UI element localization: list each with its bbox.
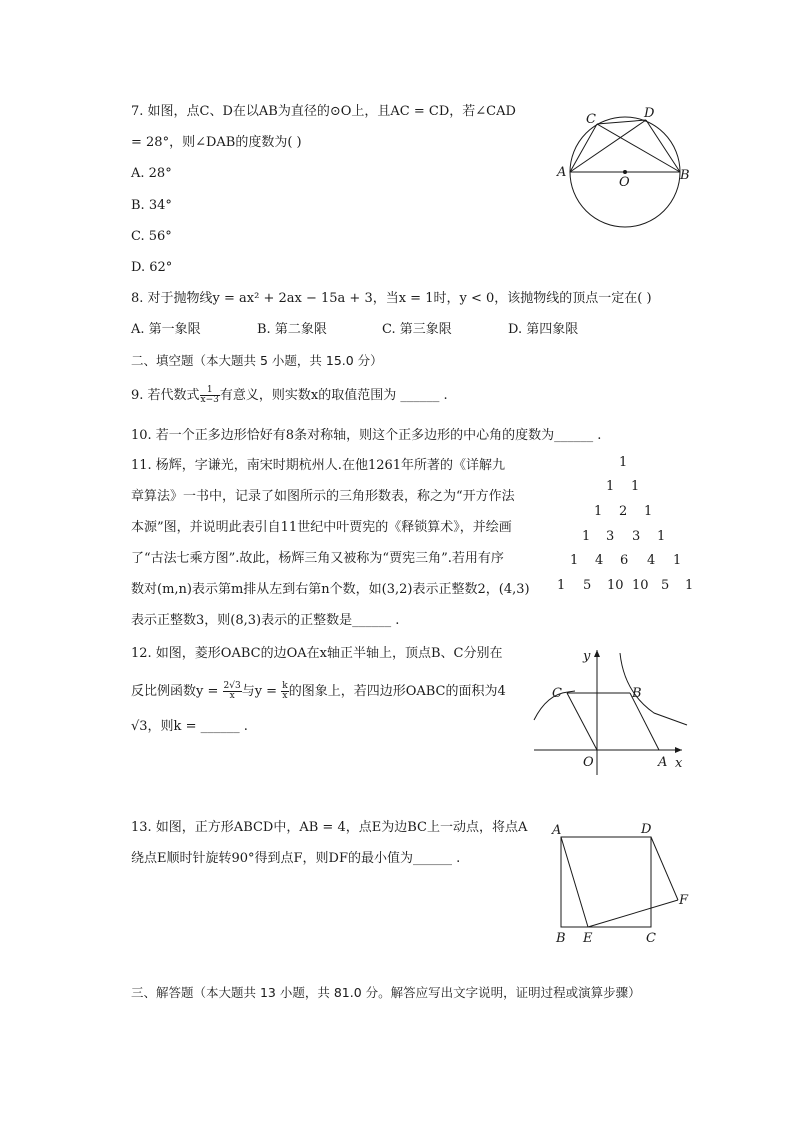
q7-option-c: C. 56° bbox=[131, 229, 172, 244]
q9-prefix: 9. 若代数式 bbox=[131, 388, 200, 403]
triangle-number: 3 bbox=[632, 529, 641, 544]
q7-label-d: D bbox=[644, 106, 655, 121]
triangle-number: 4 bbox=[595, 553, 604, 568]
q12-frac1-den: x bbox=[229, 691, 235, 701]
q12-line3: √3，则k = ______ . bbox=[131, 719, 248, 734]
q9-frac-den: x−3 bbox=[200, 395, 219, 405]
q12-label-c: C bbox=[552, 686, 562, 701]
q12-frac2-num: k bbox=[282, 681, 288, 691]
triangle-number: 1 bbox=[570, 553, 579, 568]
yanghui-triangle bbox=[555, 455, 705, 600]
q11-line2: 章算法》一书中，记录了如图所示的三角形数表，称之为“开方作法 bbox=[131, 489, 515, 504]
triangle-number: 4 bbox=[647, 553, 656, 568]
q9-suffix: 有意义，则实数x的取值范围为 ______ . bbox=[219, 388, 448, 403]
triangle-number: 1 bbox=[673, 553, 682, 568]
q7-label-b: B bbox=[680, 168, 690, 183]
q7-label-o: O bbox=[619, 175, 630, 190]
q7-line1: 7. 如图，点C、D在以AB为直径的⊙O上，且AC = CD，若∠CAD bbox=[131, 104, 516, 119]
q12-label-b: B bbox=[632, 686, 642, 701]
section2-heading: 二、填空题（本大题共 5 小题，共 15.0 分） bbox=[131, 353, 383, 368]
triangle-number: 2 bbox=[619, 504, 628, 519]
q12-line2-mid: 与y = bbox=[241, 684, 282, 699]
triangle-number: 1 bbox=[594, 504, 603, 519]
q7-label-a: A bbox=[557, 165, 567, 180]
q8-option-c: C. 第三象限 bbox=[382, 322, 452, 337]
q8-option-a: A. 第一象限 bbox=[131, 322, 201, 337]
q13-label-a: A bbox=[552, 823, 562, 838]
triangle-number: 1 bbox=[685, 578, 694, 593]
q12-frac1-num: 2√3 bbox=[223, 681, 241, 691]
q12-label-x: x bbox=[675, 756, 683, 771]
q9-frac-num: 1 bbox=[200, 386, 220, 396]
q13-label-c: C bbox=[646, 931, 656, 946]
q7-option-a: A. 28° bbox=[131, 166, 172, 181]
triangle-number: 6 bbox=[620, 553, 629, 568]
q11-line4: 了“古法七乘方图”.故此，杨辉三角又被称为“贾宪三角”.若用有序 bbox=[131, 551, 504, 566]
q12-rhombus-figure bbox=[532, 645, 692, 780]
section3-heading: 三、解答题（本大题共 13 小题，共 81.0 分。解答应写出文字说明，证明过程或演算步骤） bbox=[131, 985, 641, 1000]
q11-line3: 本源”图，并说明此表引自11世纪中叶贾宪的《释锁算术》，并绘画 bbox=[131, 520, 512, 535]
q12-frac2-den: x bbox=[282, 691, 288, 701]
q13-label-b: B bbox=[556, 931, 566, 946]
q11-line6: 表示正整数3，则(8,3)表示的正整数是______ . bbox=[131, 613, 400, 628]
q12-line1: 12. 如图，菱形OABC的边OA在x轴正半轴上，顶点B、C分别在 bbox=[131, 646, 503, 661]
triangle-number: 1 bbox=[606, 479, 615, 494]
q11-line1: 11. 杨辉，字谦光，南宋时期杭州人.在他1261年所著的《详解九 bbox=[131, 458, 506, 473]
triangle-number: 3 bbox=[606, 529, 615, 544]
q12-line2-prefix: 反比例函数y = bbox=[131, 684, 223, 699]
q13-label-f: F bbox=[679, 893, 689, 908]
q11-line5: 数对(m,n)表示第m排从左到右第n个数，如(3,2)表示正整数2，(4,3) bbox=[131, 582, 530, 597]
q12-fraction-1 bbox=[223, 682, 242, 701]
q12-line2 bbox=[131, 682, 506, 701]
q7-circle-figure bbox=[555, 100, 695, 230]
q13-label-d: D bbox=[641, 822, 652, 837]
q12-line2-suffix: 的图象上，若四边形OABC的面积为4 bbox=[288, 684, 506, 699]
q12-label-o: O bbox=[583, 755, 594, 770]
q13-label-e: E bbox=[583, 931, 593, 946]
q13-square-figure bbox=[548, 822, 698, 947]
q8-option-d: D. 第四象限 bbox=[508, 322, 579, 337]
q9-fraction bbox=[200, 386, 220, 405]
triangle-number: 5 bbox=[661, 578, 670, 593]
q12-label-a: A bbox=[658, 755, 668, 770]
triangle-number: 1 bbox=[582, 529, 591, 544]
triangle-number: 10 bbox=[607, 578, 624, 593]
triangle-number: 1 bbox=[644, 504, 653, 519]
triangle-number: 1 bbox=[557, 578, 566, 593]
triangle-number: 1 bbox=[619, 455, 628, 470]
q7-option-b: B. 34° bbox=[131, 198, 172, 213]
q13-line2: 绕点E顺时针旋转90°得到点F，则DF的最小值为______ . bbox=[131, 851, 461, 866]
q13-line1: 13. 如图，正方形ABCD中，AB = 4，点E为边BC上一动点，将点A bbox=[131, 820, 528, 835]
triangle-number: 5 bbox=[583, 578, 592, 593]
triangle-number: 10 bbox=[632, 578, 649, 593]
q7-line2: = 28°，则∠DAB的度数为( ) bbox=[131, 135, 302, 150]
q8-option-b: B. 第二象限 bbox=[257, 322, 327, 337]
q7-option-d: D. 62° bbox=[131, 260, 173, 275]
triangle-number: 1 bbox=[657, 529, 666, 544]
q12-label-y: y bbox=[583, 649, 591, 664]
q8-line1: 8. 对于抛物线y = ax² + 2ax − 15a + 3，当x = 1时，y < 0，该抛物线的顶点一定在( ) bbox=[131, 291, 652, 306]
q12-fraction-2 bbox=[281, 682, 288, 701]
q9-line bbox=[131, 386, 448, 405]
triangle-number: 1 bbox=[631, 479, 640, 494]
q7-label-c: C bbox=[586, 112, 596, 127]
q10-line: 10. 若一个正多边形恰好有8条对称轴，则这个正多边形的中心角的度数为______ . bbox=[131, 428, 602, 443]
